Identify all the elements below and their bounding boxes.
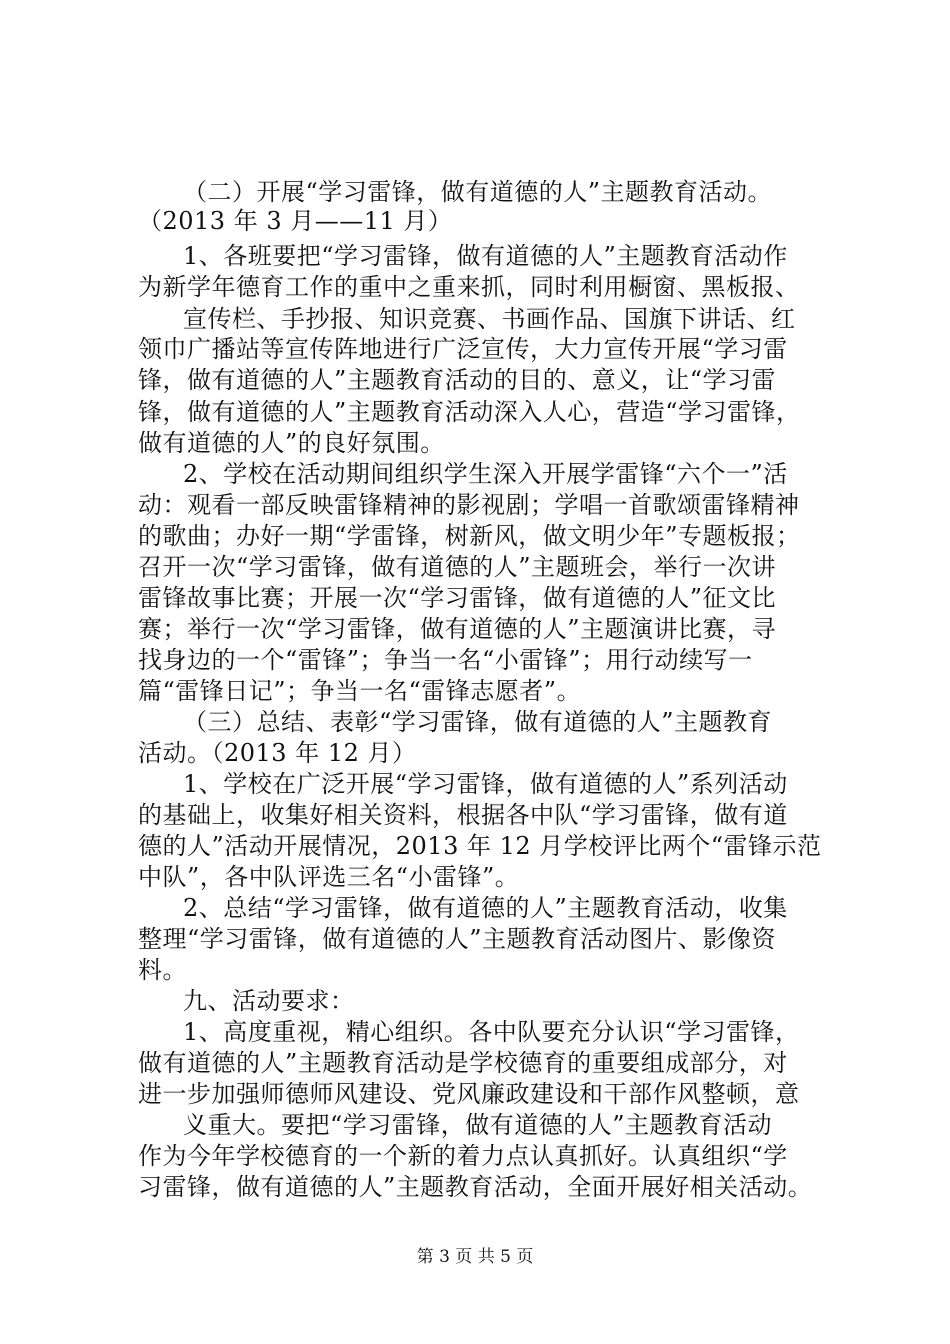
text-line: 1、各班要把“学习雷锋，做有道德的人”主题教育活动作 bbox=[183, 242, 788, 270]
text-line: 找身边的一个“雷锋”；争当一名“小雷锋”；用行动续写一 bbox=[138, 646, 753, 674]
text-line: 领巾广播站等宣传阵地进行广泛宣传，大力宣传开展“学习雷 bbox=[138, 335, 788, 363]
text-line: 作为今年学校德育的一个新的着力点认真抓好。认真组织“学 bbox=[138, 1142, 788, 1170]
text-line: 活动。（2013 年 12 月） bbox=[138, 739, 417, 767]
text-line: 的歌曲；办好一期“学雷锋，树新风，做文明少年”专题板报； bbox=[138, 522, 801, 550]
text-line: 整理“学习雷锋，做有道德的人”主题教育活动图片、影像资 bbox=[138, 925, 777, 953]
text-line: （三）总结、表彰“学习雷锋，做有道德的人”主题教育 bbox=[183, 708, 773, 736]
text-line: 1、学校在广泛开展“学习雷锋，做有道德的人”系列活动 bbox=[183, 770, 788, 798]
text-line: 宣传栏、手抄报、知识竞赛、书画作品、国旗下讲话、红 bbox=[183, 305, 796, 333]
text-line: 做有道德的人”的良好氛围。 bbox=[138, 429, 445, 457]
text-line: 赛；举行一次“学习雷锋，做有道德的人”主题演讲比赛，寻 bbox=[138, 615, 777, 643]
text-line: 料。 bbox=[138, 956, 187, 984]
text-line: 的基础上，收集好相关资料，根据各中队“学习雷锋，做有道 bbox=[138, 801, 788, 829]
text-line: 动：观看一部反映雷锋精神的影视剧；学唱一首歌颂雷锋精神 bbox=[138, 491, 800, 519]
text-line: 德的人”活动开展情况，2013 年 12 月学校评比两个“雷锋示范 bbox=[138, 832, 822, 860]
text-line: 习雷锋，做有道德的人”主题教育活动，全面开展好相关活动。 bbox=[138, 1173, 813, 1201]
text-line: 篇“雷锋日记”；争当一名“雷锋志愿者”。 bbox=[138, 677, 582, 705]
page-number-footer: 第 3 页 共 5 页 bbox=[416, 1247, 534, 1267]
text-line: 义重大。要把“学习雷锋，做有道德的人”主题教育活动 bbox=[183, 1111, 773, 1139]
text-line: 召开一次“学习雷锋，做有道德的人”主题班会，举行一次讲 bbox=[138, 553, 777, 581]
text-line: 九、活动要求： bbox=[183, 987, 355, 1015]
text-line: 做有道德的人”主题教育活动是学校德育的重要组成部分，对 bbox=[138, 1049, 788, 1077]
text-line: 1、高度重视，精心组织。各中队要充分认识“学习雷锋， bbox=[183, 1018, 800, 1046]
text-line: 为新学年德育工作的重中之重来抓，同时利用橱窗、黑板报、 bbox=[138, 273, 800, 301]
text-line: 锋，做有道德的人”主题教育活动深入人心，营造“学习雷锋， bbox=[138, 398, 801, 426]
text-line: 2、总结“学习雷锋，做有道德的人”主题教育活动，收集 bbox=[183, 894, 788, 922]
text-line: 中队”，各中队评选三名“小雷锋”。 bbox=[138, 863, 520, 891]
text-line: 雷锋故事比赛；开展一次“学习雷锋，做有道德的人”征文比 bbox=[138, 584, 777, 612]
text-line: （二）开展“学习雷锋，做有道德的人”主题教育活动。 bbox=[183, 178, 773, 206]
text-line: 进一步加强师德师风建设、党风廉政建设和干部作风整顿，意 bbox=[138, 1080, 800, 1108]
text-line: 2、学校在活动期间组织学生深入开展学雷锋“六个一”活 bbox=[183, 460, 788, 488]
text-line: 锋，做有道德的人”主题教育活动的目的、意义，让“学习雷 bbox=[138, 366, 777, 394]
text-line: （2013 年 3 月——11 月） bbox=[138, 207, 453, 235]
